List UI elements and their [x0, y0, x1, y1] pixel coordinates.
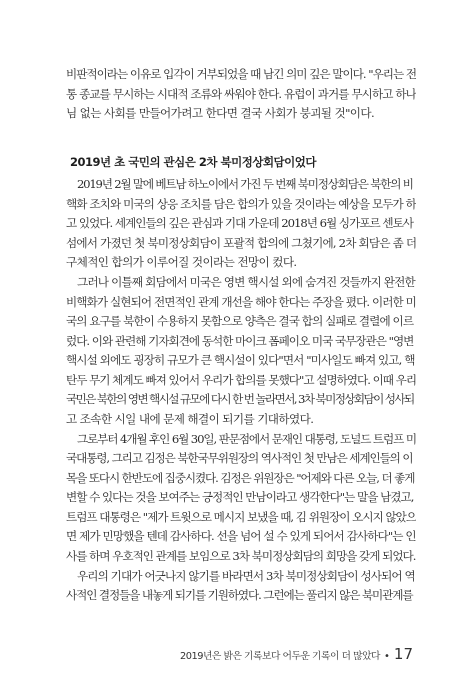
text-line: 국민은 북한의 영변 핵시설 규모에 다시 한 번 놀라면서, 3차 북미정상회담이 성사되 [66, 392, 414, 406]
text-line: 핵화 조치와 미국의 상응 조치를 담은 합의가 있을 것이라는 예상을 모두가 하 [66, 197, 416, 211]
text-line: 국대통령, 그리고 김정은 북한국무위원장의 역사적인 첫 만남은 세계인들의 이 [66, 451, 413, 465]
text-line: 면 제가 민망했을 텐데 감사하다. 선을 넘어 설 수 있게 되어서 감사하다"는 인 [66, 529, 416, 543]
page-number: 17 [393, 645, 413, 663]
text-line: 고 있었다. 세계인들의 깊은 관심과 기대 가운데 2018년 6월 싱가포르 센토사 [66, 216, 414, 230]
text-line: 사를 하며 우호적인 관계를 보임으로 3차 북미정상회담의 희망을 갖게 되었다. [66, 549, 416, 563]
text-line: 우리의 기대가 어긋나지 않기를 바라면서 3차 북미정상회담이 성사되어 역 [77, 569, 415, 583]
text-line: 비판적이라는 이유로 입각이 거부되었을 때 남긴 의미 깊은 말이다. "우리는 전 [66, 67, 416, 81]
text-line: 사적인 결정들을 내놓게 되기를 기원하였다. 그런에는 풀리지 않은 북미관계를 [66, 588, 413, 602]
text-line: 그로부터 4개월 후인 6월 30일, 판문점에서 문재인 대통령, 도널드 트럼프 미 [77, 432, 416, 446]
text-line: 탄두 무기 체계도 빠져 있어서 우리가 합의를 못했다"고 설명하였다. 이때 우리 [66, 373, 416, 387]
text-line: 변할 수 있다는 것을 보여주는 긍정적인 만남이라고 생각한다"는 말을 남겼고, [66, 490, 414, 504]
section-heading: 2019년 초 국민의 관심은 2차 북미정상회담이었다 [70, 155, 316, 169]
text-line: 비핵화가 실현되어 전면적인 관계 개선을 해야 한다는 주장을 폈다. 이러한 미 [66, 295, 416, 309]
text-line: 섬에서 가졌던 첫 북미정상회담이 포괄적 합의에 그쳤기에, 2차 회담은 좀 더 [66, 236, 416, 250]
text-line: 고 조속한 시일 내에 문제 해결이 되기를 기대하였다. [66, 412, 314, 426]
text-line: 그러나 이틀째 회담에서 미국은 영변 핵시설 외에 숨겨진 것들까지 완전한 [77, 275, 415, 289]
footer-separator: • [384, 651, 390, 662]
text-line: 목을 또다시 한반도에 집중시켰다. 김정은 위원장은 "어제와 다른 오늘, 더 좋게 [66, 471, 415, 485]
page-footer [180, 645, 413, 663]
text-line: 국의 요구를 북한이 수용하지 못함으로 양측은 결국 합의 실패로 결렬에 이르 [66, 314, 414, 328]
running-title: 2019년은 밝은 기록보다 어두운 기록이 더 많았다 [180, 651, 380, 662]
text-line: 님 없는 사회를 만들어가려고 한다면 결국 사회가 붕괴될 것"이다. [66, 106, 375, 120]
text-line: 구체적인 합의가 이루어질 것이라는 전망이 컸다. [66, 255, 297, 269]
text-line: 2019년 2월 말에 베트남 하노이에서 가진 두 번째 북미정상회담은 북한의 비 [77, 177, 413, 191]
text-line: 핵시설 외에도 굉장히 규모가 큰 핵시설이 있다"면서 "미사일도 빠져 있고, 핵 [66, 353, 415, 367]
text-line: 렀다. 이와 관련해 기자회견에 동석한 마이크 폼페이오 미국 국무장관은 "영변 [66, 334, 414, 348]
text-line: 트럼프 대통령은 "제가 트윗으로 메시지 보냈을 때, 김 위원장이 오시지 않았으 [66, 510, 416, 524]
text-line: 통 종교를 무시하는 시대적 조류와 싸워야 한다. 유럽이 과거를 무시하고 하나 [66, 87, 416, 101]
